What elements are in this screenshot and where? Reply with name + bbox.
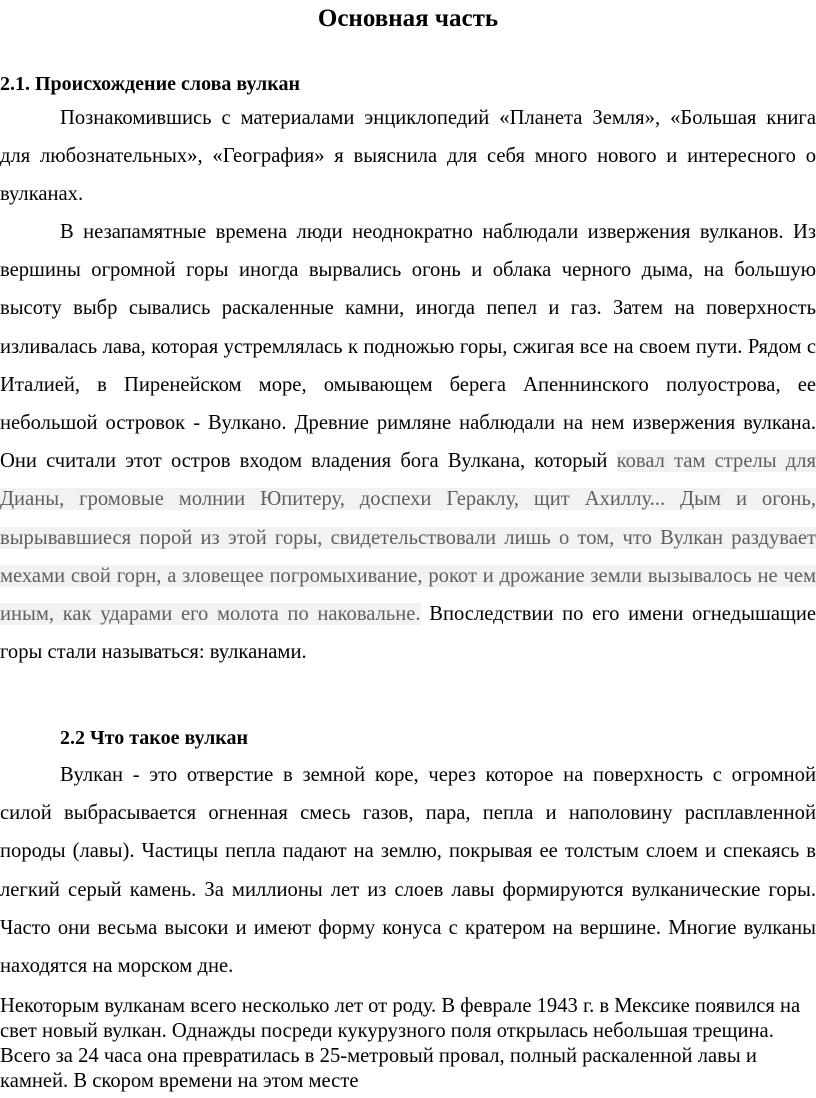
paragraph-history-text: В незапамятные времена люди неоднократно наблюдали извержения вулканов. Из вершины огромной горы иногда вырвались огонь и облака черного дыма, на большую высоту выбр сывались раскаленные камни, иногда пепел и газ. Затем на поверхность изливалась лава, которая устремлялась к подножью горы, сжигая все на своем пути. Рядом с Италией, в Пиренейском море, омывающем берега Апеннинского полуострова, ее небольшой островок - Вулкано. Древние римляне наблюдали на нем извержения вулкана. Они считали этот остров входом владения бога Вулкана, который — [0, 221, 816, 473]
quoted-passage: ковал там стрелы для Дианы, громовые молнии Юпитеру, доспехи Гераклу, щит Ахиллу... Дым и огонь, вырывавшиеся порой из этой горы, свидетельствовали лишь о том, что Вулкан раздувает мехами свой горн, а зловещее погромыхивание, рокот и дрожание земли вызывалось не чем иным, как ударами его молота по наковальне. — [0, 450, 816, 626]
section-heading-what-is-volcano: 2.2 Что такое вулкан — [60, 727, 249, 749]
page-title: Основная часть — [317, 5, 499, 32]
paragraph-volcano-definition: Вулкан - это отверстие в земной коре, через которое на поверхность с огромной силой выбрасывается огненная смесь газов, пара, пепла и наполовину расплавленной породы (лавы). Частицы пепла падают на землю, покрывая ее толстым слоем и спекаясь в легкий серый камень. За миллионы лет из слоев лавы формируются вулканические горы. Часто они весьма высоки и имеют форму конуса с кратером на вершине. Многие вулканы находятся на морском дне. — [0, 764, 816, 978]
paragraph-encyclopedias: Познакомившись с материалами энциклопедий «Планета Земля», «Большая книга для любознательных», «География» я выяснила для себя много нового и интересного о вулканах. — [0, 107, 816, 206]
section-heading-origin: 2.1. Происхождение слова вулкан — [0, 73, 300, 95]
paragraph-new-volcano: Некоторым вулканам всего несколько лет от роду. В феврале 1943 г. в Мексике появился на свет новый вулкан. Однажды посреди кукурузного поля открылась небольшая трещина. Всего за 24 часа она превратилась в 25-метровый провал, полный раскаленной лавы и камней. В скором времени на этом месте — [0, 995, 801, 1092]
paragraph-history — [0, 213, 816, 671]
paragraph-history-ending: Впоследствии по его имени огнедышащие горы стали называться: вулканами. — [0, 603, 816, 664]
